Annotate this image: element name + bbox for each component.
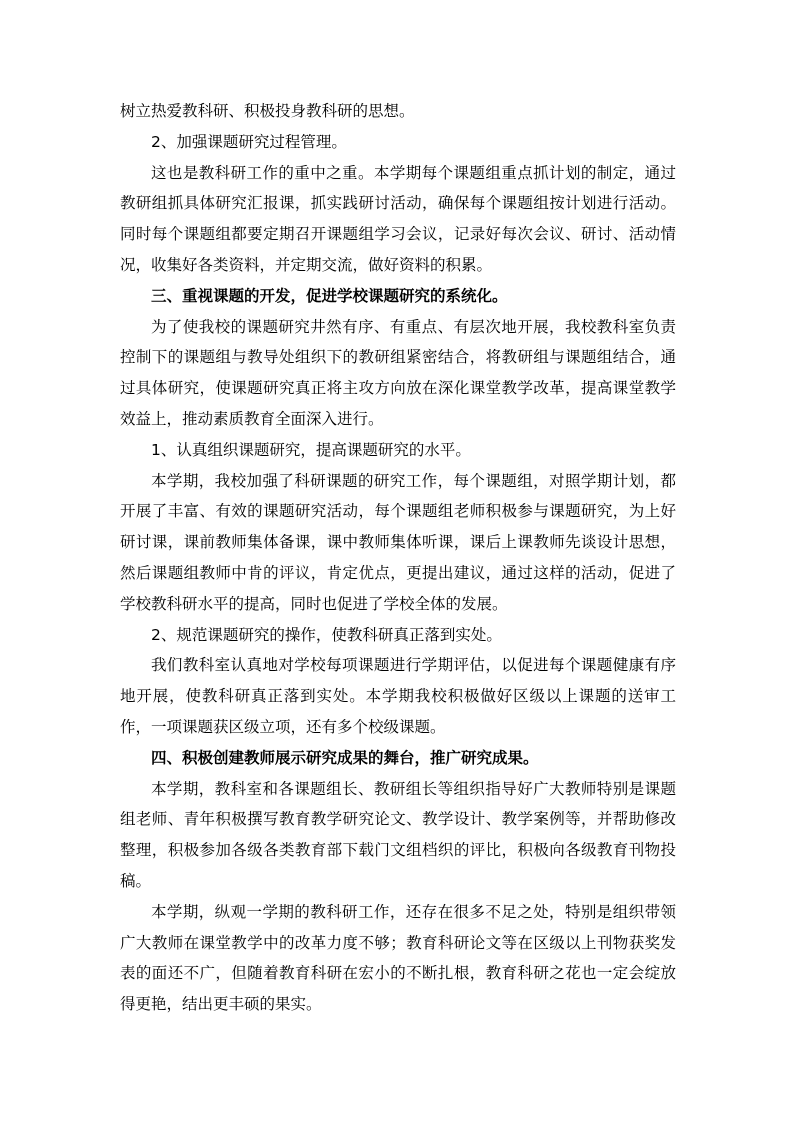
document-page <box>120 96 676 1020</box>
paragraph-section-4-intro: 本学期，教科室和各课题组长、教研组长等组织指导好广大教师特别是课题组老师、青年积极撰写教育教学研究论文、教学设计、教学案例等，并帮助修改整理，积极参加各级各类教育部下载门文组档织的评比，积极向各级教育刊物投稿。 <box>120 779 676 890</box>
paragraph-section-3-intro: 为了使我校的课题研究井然有序、有重点、有层次地开展，我校教科室负责控制下的课题组与教导处组织下的教研组紧密结合，将教研组与课题组结合，通过具体研究，使课题研究真正将主攻方向放在深化课堂教学改革，提高课堂教学效益上，推动素质教育全面深入进行。 <box>120 317 676 428</box>
subheading-organize-research: 1、认真组织课题研究，提高课题研究的水平。 <box>151 440 471 459</box>
section-heading-4: 四、积极创建教师展示研究成果的舞台，推广研究成果。 <box>151 748 539 767</box>
section-heading-3: 三、重视课题的开发，促进学校课题研究的系统化。 <box>151 286 508 305</box>
paragraph-continuation: 树立热爱教科研、积极投身教科研的思想。 <box>120 102 415 120</box>
paragraph-standardize-operation: 我们教科室认真地对学校每项课题进行学期评估，以促进每个课题健康有序地开展，使教科研真正落到实处。本学期我校积极做好区级以上课题的送审工作，一项课题获区级立项，还有多个校级课题。 <box>120 656 676 736</box>
subheading-process-management: 2、加强课题研究过程管理。 <box>151 132 347 151</box>
paragraph-conclusion: 本学期，纵观一学期的教科研工作，还存在很多不足之处，特别是组织带领广大教师在课堂教学中的改革力度不够；教育科研论文等在区级以上刊物获奖发表的面还不广，但随着教育科研在宏小的不断扎根，教育科研之花也一定会绽放得更艳，结出更丰硕的果实。 <box>120 902 676 1014</box>
paragraph-organize-research: 本学期，我校加强了科研课题的研究工作，每个课题组，对照学期计划，都开展了丰富、有效的课题研究活动，每个课题组老师积极参与课题研究，为上好研讨课，课前教师集体备课，课中教师集体听课，课后上课教师先谈设计思想，然后课题组教师中肯的评议，肯定优点，更提出建议，通过这样的活动，促进了学校教科研水平的提高，同时也促进了学校全体的发展。 <box>120 471 676 613</box>
subheading-standardize-operation: 2、规范课题研究的操作，使教科研真正落到实处。 <box>151 625 502 644</box>
paragraph-process-management: 这也是教科研工作的重中之重。本学期每个课题组重点抓计划的制定，通过教研组抓具体研究汇报课，抓实践研讨活动，确保每个课题组按计划进行活动。同时每个课题组都要定期召开课题组学习会议，记录好每次会议、研讨、活动情况，收集好各类资料，并定期交流，做好资料的积累。 <box>120 163 676 274</box>
